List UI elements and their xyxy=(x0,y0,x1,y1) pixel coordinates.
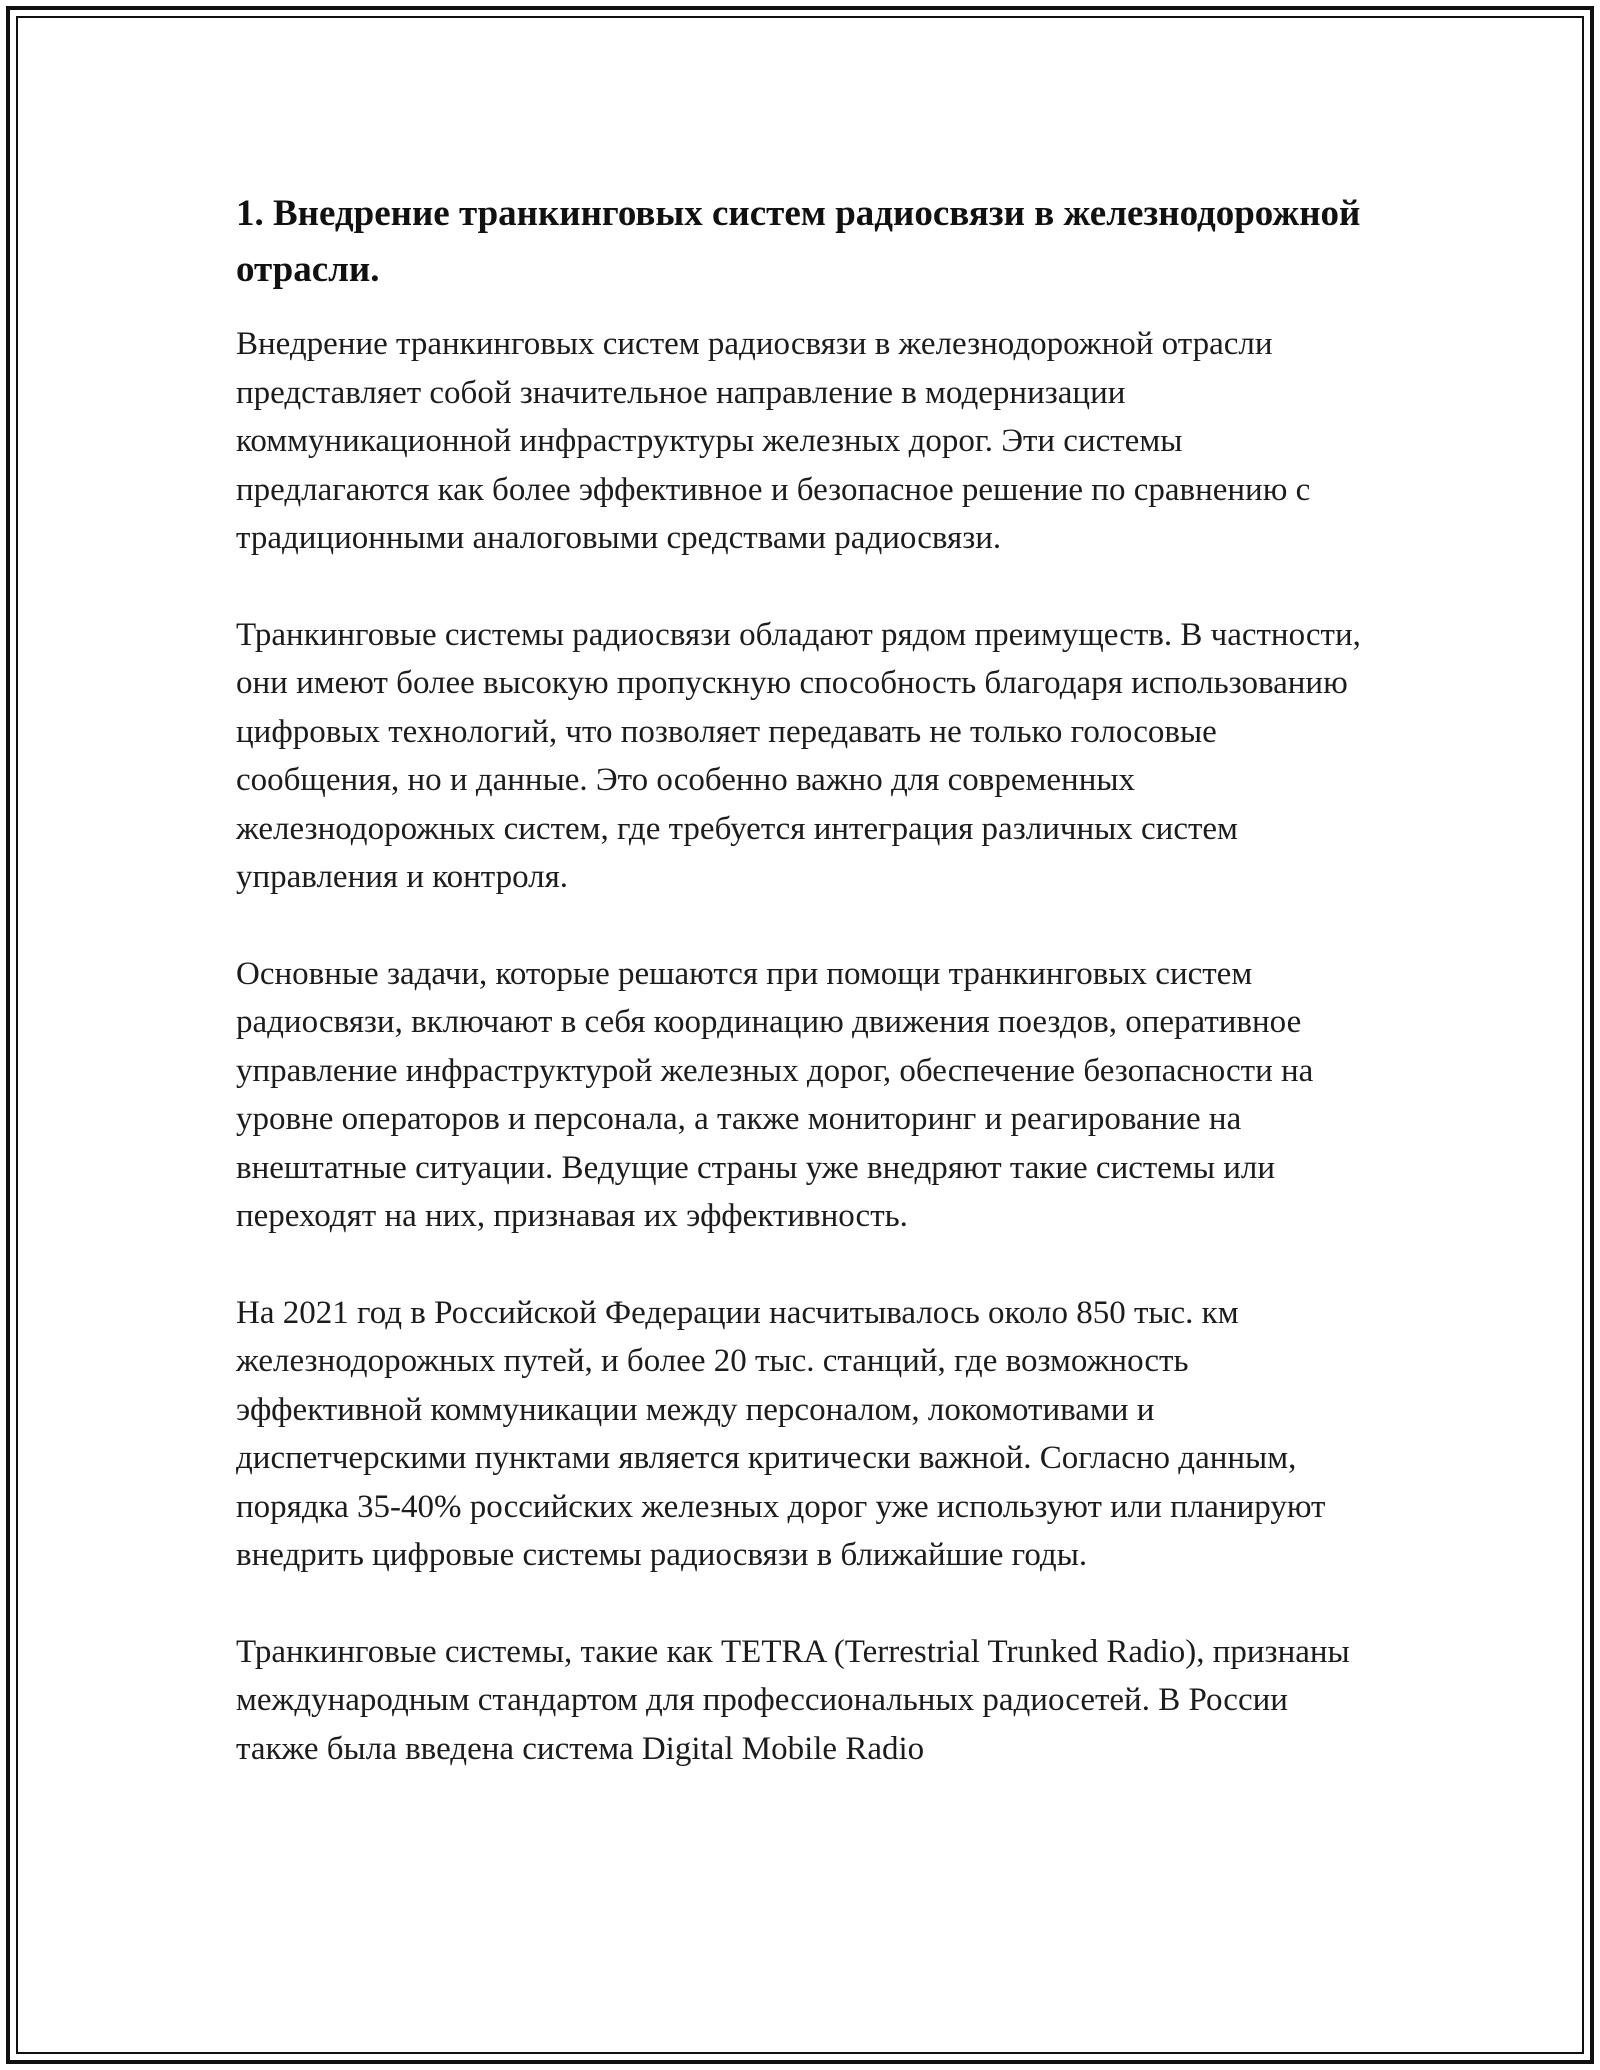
paragraph-advantages: Транкинговые системы радиосвязи обладают рядом преимуществ. В частности, они имеют более высокую пропускную способность благодаря использованию цифровых технологий, что позволяет передавать не только голосовые сообщения, но и данные. Это особенно важно для современных железнодорожных систем, где требуется интеграция различных систем управления и контроля. xyxy=(236,616,1361,895)
paragraph-statistics: На 2021 год в Российской Федерации насчитывалось около 850 тыс. км железнодорожных путей, и более 20 тыс. станций, где возможность эффективной коммуникации между персоналом, локомотивами и диспетчерскими пунктами является критически важной. Согласно данным, порядка 35-40% российских железных дорог уже используют или планируют внедрить цифровые системы радиосвязи в ближайшие годы. xyxy=(236,1294,1326,1573)
section-heading: 1. Внедрение транкинговых систем радиосвязи в железнодорожной отрасли. xyxy=(236,193,1361,290)
paragraph-intro: Внедрение транкинговых систем радиосвязи в железнодорожной отрасли представляет собой значительное направление в модернизации коммуникационной инфраструктуры железных дорог. Эти системы предлагаются как более эффективное и безопасное решение по сравнению с традиционными аналоговыми средствами радиосвязи. xyxy=(236,326,1311,556)
document-body xyxy=(236,186,1366,1821)
paragraph-standards: Транкинговые системы, такие как TETRA (Terrestrial Trunked Radio), признаны международным стандартом для профессиональных радиосетей. В России также была введена система Digital Mobile Radio xyxy=(236,1633,1350,1767)
paragraph-tasks: Основные задачи, которые решаются при помощи транкинговых систем радиосвязи, включают в себя координацию движения поездов, оперативное управление инфраструктурой железных дорог, обеспечение безопасности на уровне операторов и персонала, а также мониторинг и реагирование на внештатные ситуации. Ведущие страны уже внедряют такие системы или переходят на них, признавая их эффективность. xyxy=(236,955,1314,1234)
